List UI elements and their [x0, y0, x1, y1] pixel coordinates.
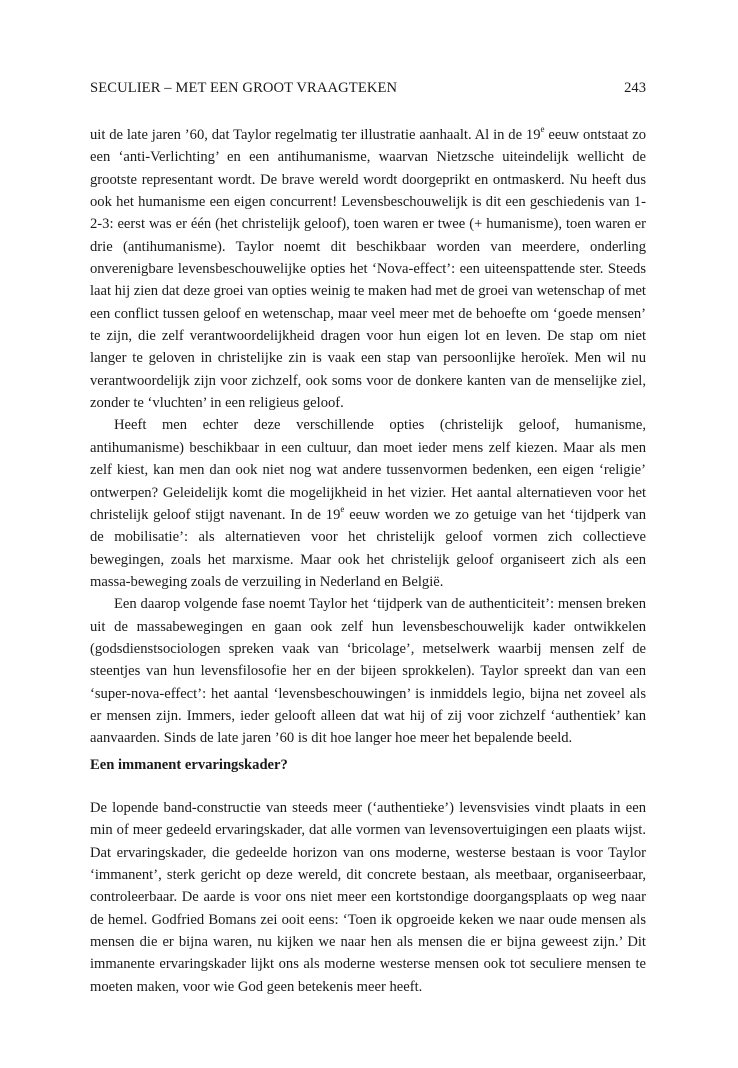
section-heading: Een immanent ervaringskader? [90, 757, 288, 773]
paragraph-text: uit de late jaren ’60, dat Taylor regelmatig ter illustratie aanhaalt. Al in de 19 [90, 127, 541, 143]
paragraph-text: eeuw ontstaat zo een ‘anti-Verlichting’ en een antihumanisme, waarvan Nietzsche uiteindelijk wellicht de grootste representant wordt. De brave wereld wordt doorgeprikt en ontmaskerd. Nu heeft dus ook het humanisme een eigen concurrent! Levensbeschouwelijk is dit een geschiedenis van 1-2-3: eerst was er één (het christelijk geloof), toen waren er twee (+ humanisme), toen waren er drie (antihumanisme). Taylor noemt dit beschikbaar worden van meerdere, onderling onverenigbare levensbeschouwelijke opties het ‘Nova-effect’: een uiteenspattende ster. Steeds laat hij zien dat deze groei van opties weinig te maken had met de groei van wetenschap of met een conflict tussen geloof en wetenschap, maar veel meer met de behoefte om ‘goede mensen’ te zijn, die zelf verantwoordelijkheid dragen voor hun eigen lot en leven. De stap om niet langer te geloven in christelijke zin is vaak een stap van persoonlijke heroïek. Men wil nu verantwoordelijk zijn voor zichzelf, ook soms voor de donkere kanten van de menselijke ziel, zonder te ‘vluchten’ in een religieus geloof. [90, 127, 646, 412]
paragraph [90, 414, 646, 593]
paragraph-text: eeuw worden we zo getuige van het ‘tijdperk van de mobilisatie’: als alternatieven voor het christelijk geloof vormen zich collectieve bewegingen, zoals het marxisme. Maar ook het christelijk geloof organiseert zich als een massa-beweging zoals de verzuiling in Nederland en België. [90, 506, 646, 590]
superscript: e [540, 124, 545, 135]
paragraph [90, 124, 646, 414]
section-body-text [90, 797, 646, 998]
paragraph: De lopende band-constructie van steeds meer (‘authentieke’) levensvisies vindt plaats in een min of meer gedeeld ervaringskader, dat alle vormen van levensovertuigingen een plaats wijst. Dat ervaringskader, die gedeelde horizon van ons moderne, westerse bestaan is voor Taylor ‘immanent’, sterk gericht op deze wereld, dit concrete bestaan, als meetbaar, organiseerbaar, controleerbaar. De aarde is voor ons niet meer een kortstondige doorgangsplaats op weg naar de hemel. Godfried Bomans zei ooit eens: ‘Toen ik opgroeide keken we naar oude mensen als mensen die er bijna waren, nu kijken we naar hen als mensen die er bijna geweest zijn.’ Dit immanente ervaringskader lijkt ons als moderne westerse mensen ook tot seculiere mensen te moeten maken, voor wie God geen betekenis meer heeft. [90, 800, 646, 995]
paragraph: Een daarop volgende fase noemt Taylor het ‘tijdperk van de authenticiteit’: mensen breken uit de massabewegingen en gaan ook zelf hun levensbeschouwelijk kader ontwikkelen (godsdienstsociologen spreken vaak van ‘bricolage’, metselwerk waarbij mensen zelf de steentjes van hun levensfilosofie her en der bijeen sprokkelen). Taylor spreekt dan van een ‘super-nova-effect’: het aantal ‘levensbeschouwingen’ is inmiddels legio, bijna net zoveel als er mensen zijn. Immers, ieder gelooft alleen dat wat hij of zij voor zichzelf ‘authentiek’ kan aanvaarden. Sinds de late jaren ’60 is dit hoe langer hoe meer het bepalende beeld. [90, 596, 646, 747]
paragraph-text: Heeft men echter deze verschillende opties (christelijk geloof, humanisme, antihumanisme) beschikbaar in een cultuur, dan moet ieder mens zelf kiezen. Maar als men zelf kiest, kan men dan ook niet nog wat andere tussenvormen bedenken, een eigen ‘religie’ ontwerpen? Geleidelijk komt die mogelijkheid in het vizier. Het aantal alternatieven voor het christelijk geloof stijgt navenant. In de 19 [90, 417, 646, 523]
superscript: e [340, 503, 345, 514]
page-number: 243 [624, 80, 646, 96]
body-text [90, 124, 646, 750]
running-title: SECULIER – MET EEN GROOT VRAAGTEKEN [90, 80, 398, 96]
